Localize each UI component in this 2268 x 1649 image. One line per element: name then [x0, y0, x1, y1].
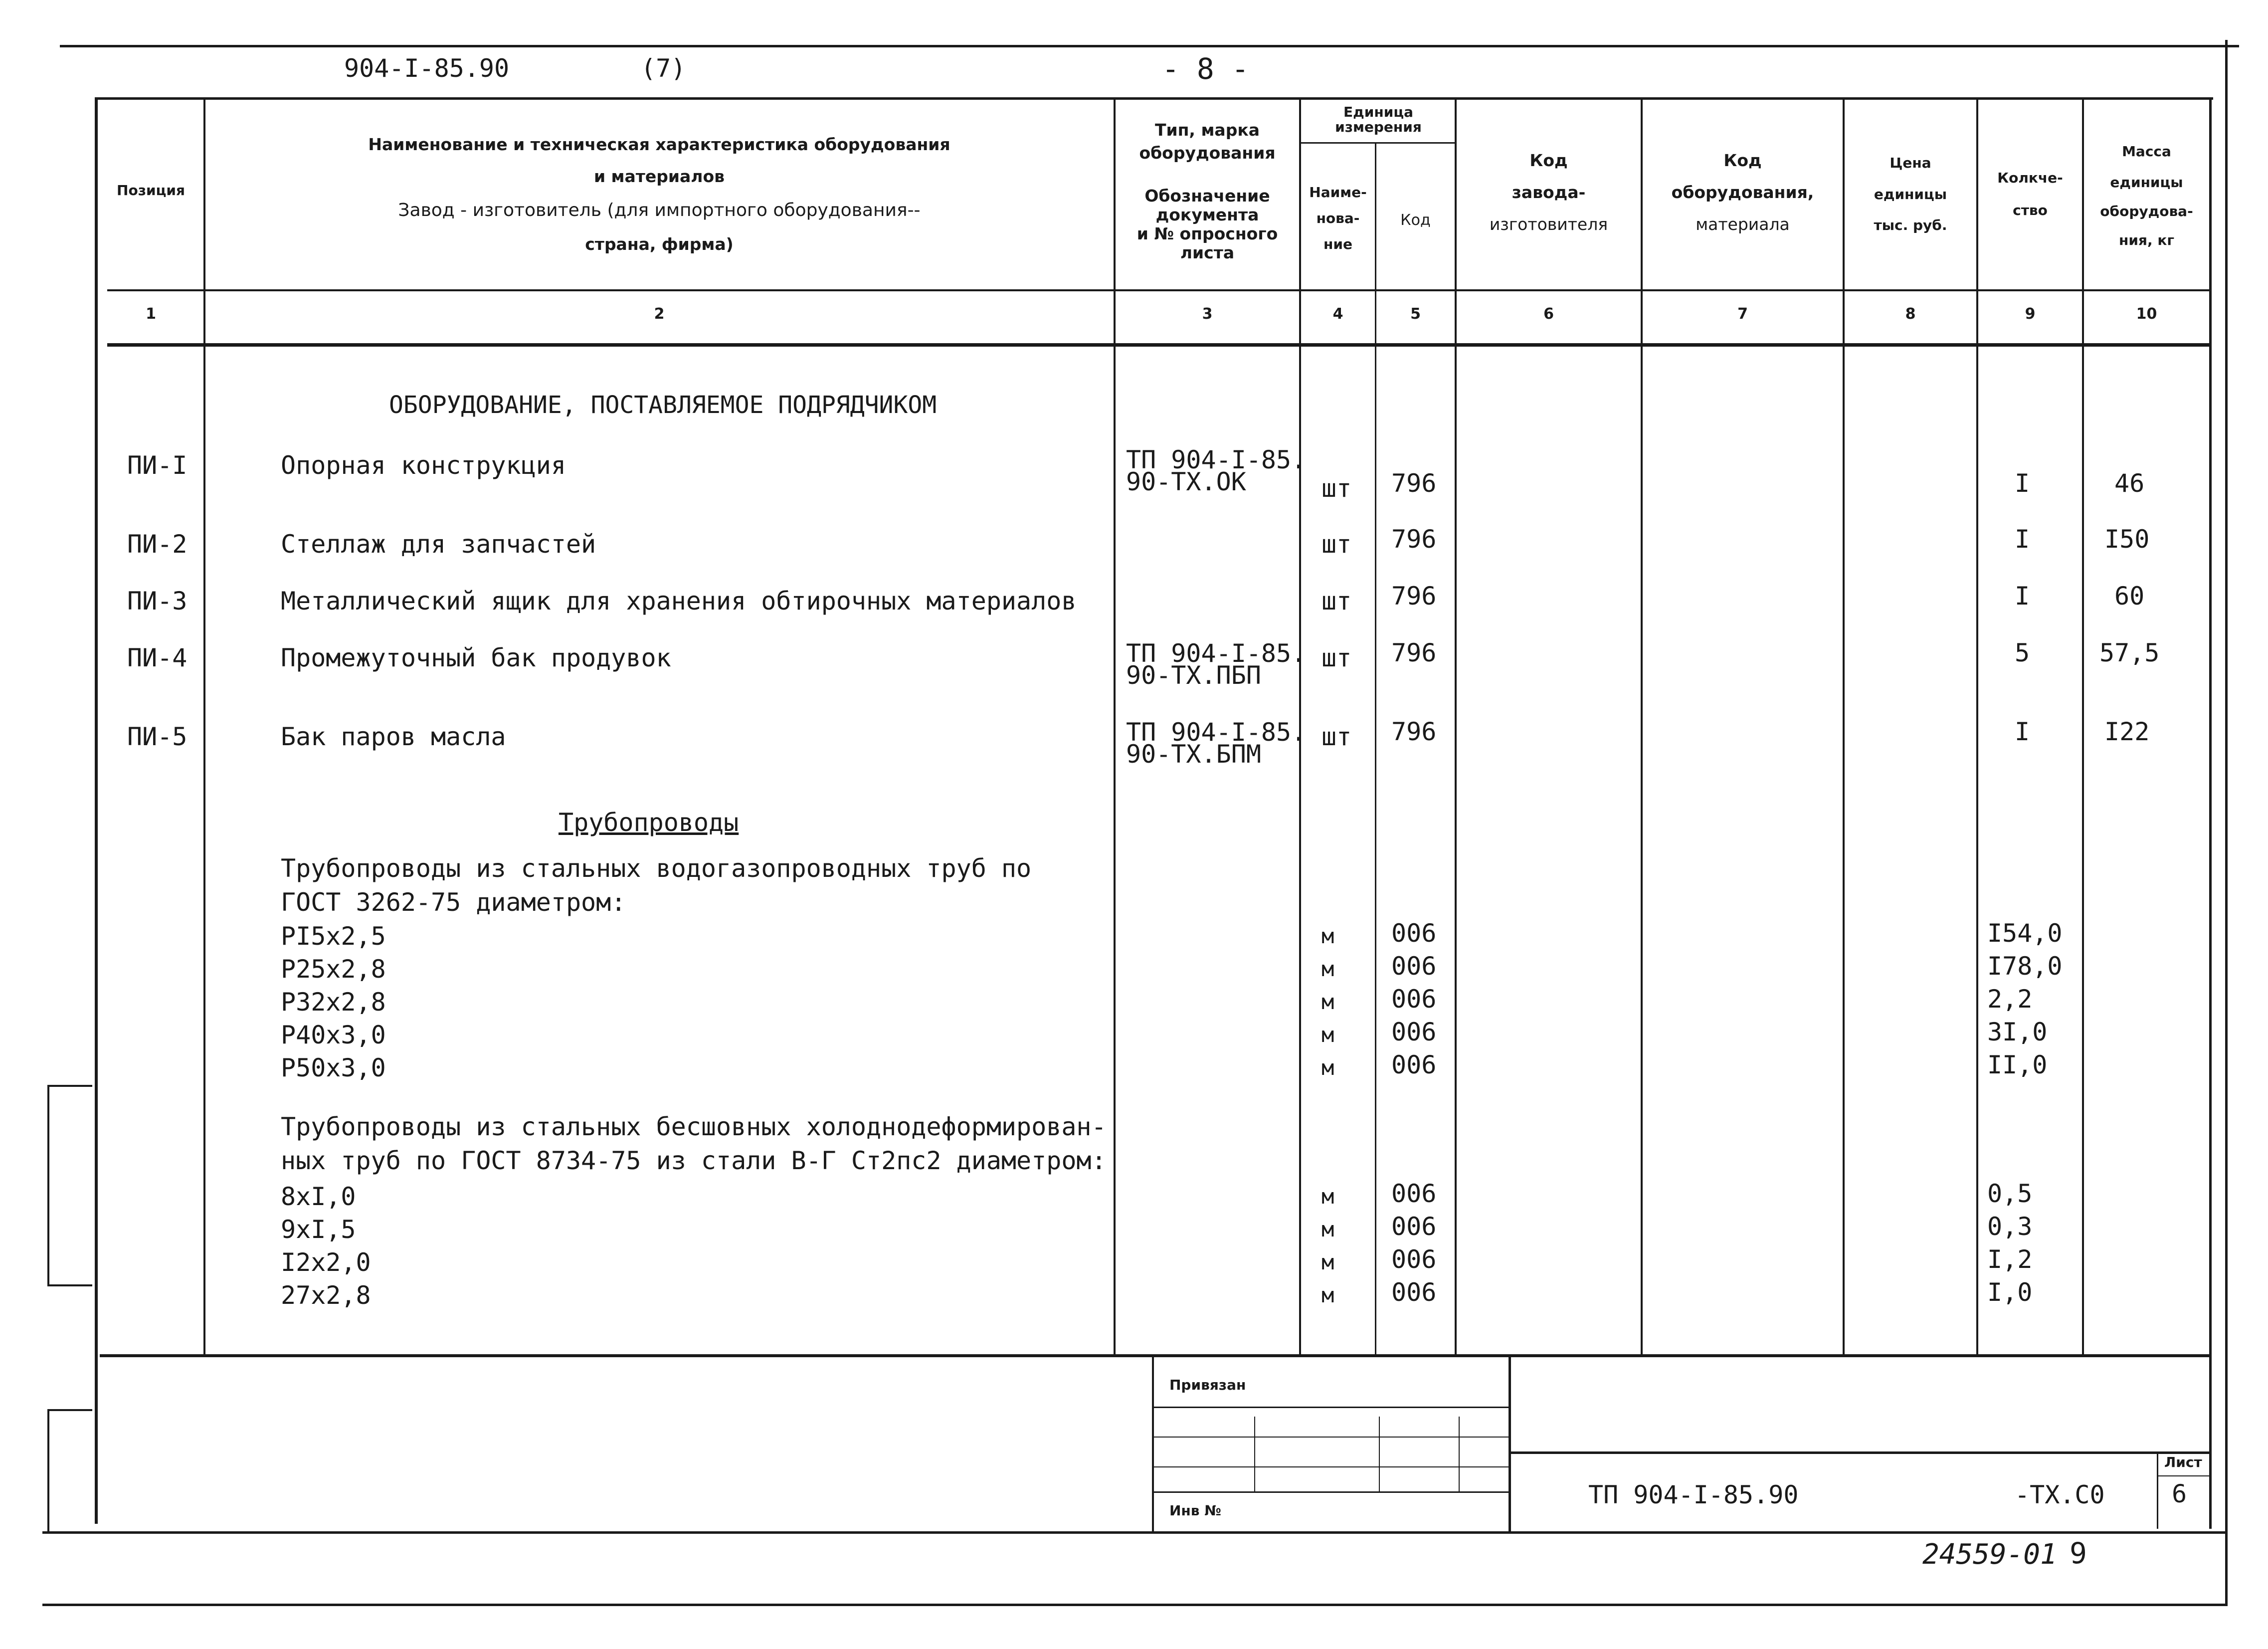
- stamp-grid-line: [1152, 1491, 1509, 1493]
- item-name: Опорная конструкция: [281, 451, 566, 480]
- unit-header-line: [1299, 142, 1456, 144]
- header-unit-code: Код: [1400, 211, 1431, 229]
- item-pos: ПИ-4: [127, 643, 188, 672]
- colnum-5: 5: [1410, 305, 1421, 323]
- stamp-grid-line: [1152, 1466, 1509, 1467]
- margin-mark-line: [47, 1409, 92, 1411]
- pipe-name: I2х2,0: [281, 1248, 371, 1277]
- colnum-10: 10: [2136, 305, 2157, 323]
- header-position: Позиция: [117, 182, 185, 199]
- pipe-qty: I78,0: [1987, 952, 2063, 981]
- item-name: Стеллаж для запчастей: [281, 530, 596, 559]
- colnum-1: 1: [146, 305, 156, 323]
- item-pos: ПИ-2: [127, 530, 188, 559]
- pipe-name: 9хI,5: [281, 1215, 356, 1244]
- item-qty: I: [2015, 525, 2030, 554]
- item-code: 796: [1391, 469, 1437, 498]
- stamp-bottom-line: [42, 1531, 2227, 1534]
- item-doc-line1: ТП 904-I-85.: [1126, 445, 1307, 474]
- header-unit-2: измерения: [1335, 119, 1422, 135]
- header-price-1: Цена: [1890, 155, 1931, 171]
- header-type-6: листа: [1180, 243, 1235, 262]
- colnum-6: 6: [1543, 305, 1554, 323]
- stamp-mid-line: [1509, 1357, 1511, 1531]
- header-unit-name-1: Наиме-: [1309, 184, 1367, 201]
- item-qty: I: [2015, 582, 2030, 611]
- header-type-5: и № опросного: [1136, 224, 1278, 243]
- header-name-4: страна, фирма): [585, 234, 734, 254]
- pipe-name: 27х2,8: [281, 1281, 371, 1310]
- pipe-name: Р50х3,0: [281, 1053, 386, 1082]
- colnum-3: 3: [1202, 305, 1213, 323]
- pipe-code: 006: [1391, 1245, 1437, 1274]
- header-mass-2: единицы: [2110, 174, 2183, 191]
- header-qty-2: ство: [2013, 202, 2048, 218]
- pipe-name: Р40х3,0: [281, 1021, 386, 1049]
- col-line-1: [203, 97, 205, 1354]
- pipe-qty: 0,5: [1987, 1179, 2033, 1208]
- stamp-list-vline: [2157, 1451, 2158, 1529]
- pipe-unit: м: [1322, 1055, 1334, 1080]
- item-name: Металлический ящик для хранения обтирочных материалов: [281, 587, 1077, 616]
- stamp-top-line: [100, 1354, 2212, 1357]
- doc-code-top: 904-I-85.90: [344, 54, 510, 83]
- item-pos: ПИ-5: [127, 722, 188, 751]
- pipe-unit: м: [1322, 1184, 1334, 1209]
- item-qty: 5: [2015, 638, 2030, 667]
- item-qty: I: [2015, 717, 2030, 746]
- pipe-qty: 2,2: [1987, 985, 2033, 1014]
- header-plant-3: изготовителя: [1489, 214, 1608, 234]
- col-line-7: [1843, 97, 1845, 1354]
- pipe-code: 006: [1391, 919, 1437, 948]
- pipe-qty: I54,0: [1987, 919, 2063, 948]
- pipe-code: 006: [1391, 1018, 1437, 1046]
- pipe-qty: 3I,0: [1987, 1018, 2048, 1046]
- colnum-7: 7: [1737, 305, 1748, 323]
- col-line-4: [1375, 142, 1376, 1354]
- col-line-8: [1976, 97, 1978, 1354]
- header-plant-2: завода-: [1512, 183, 1586, 202]
- header-unit-1: Единица: [1343, 104, 1413, 120]
- pipe-unit: м: [1322, 1250, 1334, 1274]
- pipes2-desc-line1: Трубопроводы из стальных бесшовных холоднодеформирован-: [281, 1112, 1107, 1141]
- col-line-9: [2082, 97, 2084, 1354]
- item-code: 796: [1391, 525, 1437, 554]
- col-line-5: [1455, 97, 1457, 1354]
- pipe-qty: II,0: [1987, 1050, 2048, 1079]
- header-equip-1: Код: [1723, 151, 1762, 170]
- stamp-list-hline: [2157, 1475, 2212, 1476]
- item-code: 796: [1391, 582, 1437, 611]
- pipe-qty: I,0: [1987, 1278, 2033, 1307]
- item-mass: I22: [2104, 717, 2150, 746]
- header-mass-1: Масса: [2122, 143, 2171, 160]
- table-right-line: [2209, 97, 2212, 1529]
- header-price-2: единицы: [1874, 186, 1947, 203]
- doc-num-top: (7): [641, 54, 686, 83]
- stamp-sheet-code: -ТХ.С0: [2015, 1480, 2105, 1509]
- stamp-inv: Инв №: [1169, 1502, 1221, 1519]
- margin-mark-line: [47, 1409, 49, 1531]
- pipe-code: 006: [1391, 1050, 1437, 1079]
- header-qty-1: Колкче-: [1997, 170, 2063, 186]
- stamp-left-line: [1152, 1357, 1154, 1531]
- colnum-2: 2: [654, 305, 665, 323]
- stamp-grid-vline: [1459, 1417, 1460, 1491]
- item-unit: шт: [1322, 530, 1352, 559]
- stamp-doc-line: [1509, 1451, 2212, 1454]
- stamp-doc-code: ТП 904-I-85.90: [1588, 1480, 1799, 1509]
- item-unit: шт: [1322, 722, 1352, 751]
- margin-mark-line: [47, 1085, 49, 1284]
- item-mass: 46: [2114, 469, 2145, 498]
- header-type-1: Тип, марка: [1155, 120, 1260, 140]
- page-number: - 8 -: [1162, 52, 1249, 86]
- colnum-9: 9: [2025, 305, 2036, 323]
- header-mass-4: ния, кг: [2119, 232, 2174, 248]
- pipe-code: 006: [1391, 952, 1437, 981]
- pipe-code: 006: [1391, 1179, 1437, 1208]
- pipe-code: 006: [1391, 985, 1437, 1014]
- item-mass: I50: [2104, 525, 2150, 554]
- pipe-code: 006: [1391, 1212, 1437, 1241]
- item-doc-line1: ТП 904-I-85.: [1126, 718, 1307, 747]
- pipe-code: 006: [1391, 1278, 1437, 1307]
- header-equip-3: материала: [1696, 214, 1790, 234]
- colnum-bottom-line: [107, 343, 2209, 347]
- header-price-3: тыс. руб.: [1874, 217, 1947, 233]
- header-bottom-line: [107, 289, 2209, 291]
- item-code: 796: [1391, 717, 1437, 746]
- colnum-8: 8: [1905, 305, 1916, 323]
- section-pipelines-title: Трубопроводы: [559, 808, 739, 837]
- pipes1-desc-line2: ГОСТ 3262-75 диаметром:: [281, 888, 626, 917]
- pipe-unit: м: [1322, 1217, 1334, 1241]
- item-doc-line2: 90-ТХ.ОК: [1126, 467, 1246, 496]
- pipe-name: Р32х2,8: [281, 988, 386, 1017]
- pipe-unit: м: [1322, 1023, 1334, 1047]
- pipe-unit: м: [1322, 1283, 1334, 1307]
- item-unit: шт: [1322, 643, 1352, 672]
- stamp-grid-line: [1152, 1437, 1509, 1438]
- item-name: Промежуточный бак продувок: [281, 643, 671, 672]
- header-type-4: документа: [1155, 205, 1259, 224]
- pipe-unit: м: [1322, 924, 1334, 948]
- item-unit: шт: [1322, 474, 1352, 503]
- pipe-name: 8хI,0: [281, 1182, 356, 1211]
- header-type-3: Обозначение: [1144, 186, 1270, 206]
- header-name-1: Наименование и техническая характеристика оборудования: [368, 135, 950, 154]
- header-mass-3: оборудова-: [2100, 203, 2193, 219]
- header-unit-name-2: нова-: [1316, 210, 1360, 226]
- header-plant-1: Код: [1529, 151, 1568, 170]
- stamp-list-label: Лист: [2164, 1454, 2202, 1470]
- stamp-grid-line: [1152, 1407, 1509, 1408]
- pipes2-desc-line2: ных труб по ГОСТ 8734-75 из стали В-Г Ст2пс2 диаметром:: [281, 1146, 1107, 1175]
- bottom-frame-line: [42, 1604, 2227, 1606]
- colnum-4: 4: [1332, 305, 1343, 323]
- item-doc-line2: 90-ТХ.ПБП: [1126, 661, 1261, 690]
- margin-mark-line: [47, 1085, 92, 1087]
- item-name: Бак паров масла: [281, 722, 506, 751]
- item-mass: 60: [2114, 582, 2145, 611]
- item-qty: I: [2015, 469, 2030, 498]
- right-frame-line: [2225, 40, 2228, 1606]
- stamp-grid-vline: [1254, 1417, 1255, 1491]
- stamp-grid-vline: [1379, 1417, 1380, 1491]
- header-equip-2: оборудования,: [1671, 183, 1814, 202]
- header-type-2: оборудования: [1139, 143, 1276, 163]
- margin-mark-line: [47, 1284, 92, 1286]
- item-pos: ПИ-3: [127, 587, 188, 616]
- section-equipment-title: ОБОРУДОВАНИЕ, ПОСТАВЛЯЕМОЕ ПОДРЯДЧИКОМ: [389, 391, 937, 419]
- table-top-line: [96, 97, 2213, 100]
- pipe-unit: м: [1322, 957, 1334, 981]
- item-doc-line2: 90-ТХ.БПМ: [1126, 740, 1261, 769]
- pipe-name: РI5х2,5: [281, 922, 386, 951]
- top-edge-line: [60, 45, 2239, 47]
- col-line-6: [1641, 97, 1643, 1354]
- header-name-3: Завод - изготовитель (для импортного оборудования--: [398, 200, 921, 220]
- item-mass: 57,5: [2099, 638, 2160, 667]
- pipe-name: Р25х2,8: [281, 955, 386, 984]
- item-code: 796: [1391, 638, 1437, 667]
- col-line-2: [1114, 97, 1116, 1354]
- pipe-qty: I,2: [1987, 1245, 2033, 1274]
- archive-page: 9: [2070, 1536, 2087, 1570]
- item-pos: ПИ-I: [127, 451, 188, 480]
- item-doc-line1: ТП 904-I-85.: [1126, 639, 1307, 668]
- header-name-2: и материалов: [593, 167, 725, 186]
- stamp-list-number: 6: [2172, 1479, 2187, 1508]
- archive-number: 24559-01: [1922, 1538, 2057, 1571]
- pipe-qty: 0,3: [1987, 1212, 2033, 1241]
- header-unit-name-3: ние: [1323, 236, 1352, 252]
- pipes1-desc-line1: Трубопроводы из стальных водогазопроводных труб по: [281, 854, 1032, 883]
- stamp-privyazan: Привязан: [1169, 1377, 1246, 1393]
- item-unit: шт: [1322, 587, 1352, 616]
- pipe-unit: м: [1322, 990, 1334, 1014]
